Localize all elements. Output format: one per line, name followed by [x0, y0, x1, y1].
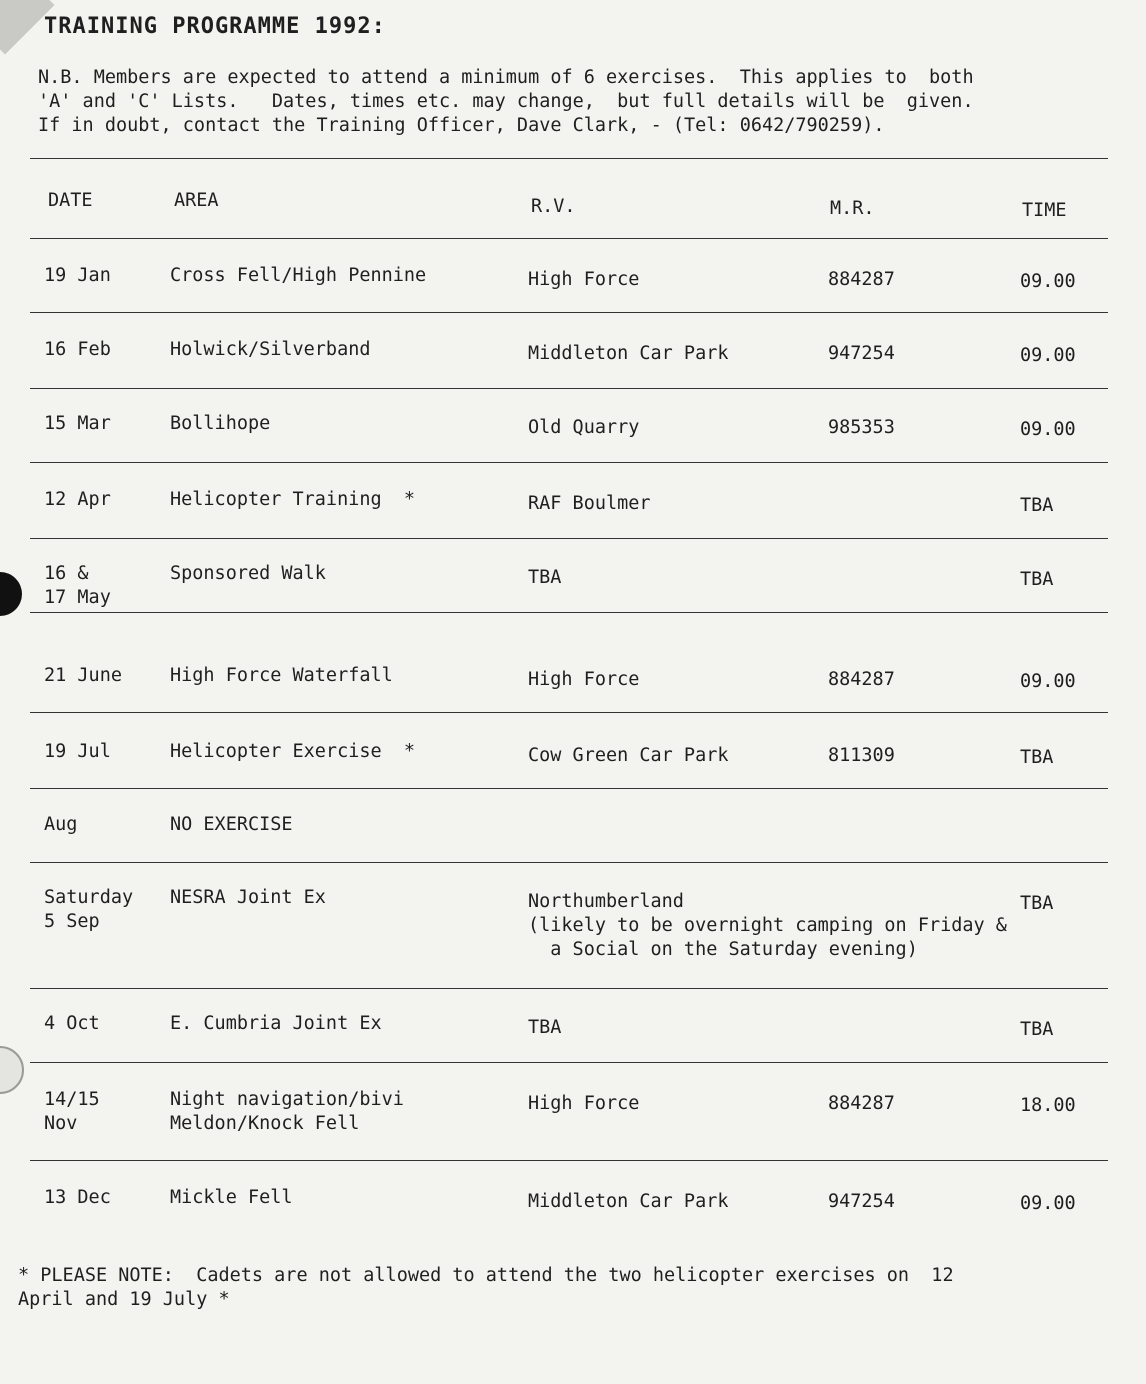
punch-hole-top [0, 572, 22, 616]
cell-rv: High Force [528, 269, 640, 290]
cell-area: Cross Fell/High Pennine [170, 265, 427, 286]
cell-area: Holwick/Silverband [170, 339, 371, 360]
note-line: * PLEASE NOTE: Cadets are not allowed to attend the two helicopter exercises on 12 [18, 1265, 954, 1286]
table-rule [30, 158, 1108, 159]
cell-mr: 947254 [828, 343, 895, 364]
cell-area: Bollihope [170, 413, 271, 434]
cell-area: Helicopter Exercise * [170, 741, 416, 762]
cell-time: 09.00 [1020, 1193, 1076, 1214]
table-rule [30, 238, 1108, 239]
cell-rv: High Force [528, 669, 640, 690]
table-rule [30, 612, 1108, 613]
cell-date: 4 Oct [44, 1013, 100, 1034]
cell-mr: 811309 [828, 745, 895, 766]
note-line: April and 19 July * [18, 1289, 230, 1310]
cell-rv: Middleton Car Park [528, 1191, 729, 1212]
cell-time: 09.00 [1020, 271, 1076, 292]
please-note [18, 1264, 1118, 1312]
cell-time: 09.00 [1020, 345, 1076, 366]
intro-line: 'A' and 'C' Lists. Dates, times etc. may change, but full details will be given. [38, 91, 974, 112]
cell-area: High Force Waterfall [170, 665, 393, 686]
cell-rv: TBA [528, 567, 562, 588]
cell-date: 19 Jan [44, 265, 111, 286]
cell-date: Aug [44, 814, 78, 835]
table-rule [30, 988, 1108, 989]
header-mr: M.R. [830, 198, 875, 219]
intro-paragraph [38, 66, 1118, 138]
cell-time: 09.00 [1020, 419, 1076, 440]
cell-rv: Cow Green Car Park [528, 745, 729, 766]
cell-rv: TBA [528, 1017, 562, 1038]
page-title: TRAINING PROGRAMME 1992: [44, 14, 386, 39]
table-rule [30, 538, 1108, 539]
table-rule [30, 1160, 1108, 1161]
header-area: AREA [174, 190, 219, 211]
table-rule [30, 312, 1108, 313]
cell-date: 21 June [44, 665, 122, 686]
cell-mr: 884287 [828, 1093, 895, 1114]
cell-rv: Middleton Car Park [528, 343, 729, 364]
table-rule [30, 788, 1108, 789]
header-rv: R.V. [531, 196, 576, 217]
cell-date: 12 Apr [44, 489, 111, 510]
table-rule [30, 388, 1108, 389]
cell-area: NO EXERCISE [170, 814, 293, 835]
cell-area: Helicopter Training * [170, 489, 416, 510]
cell-area: Mickle Fell [170, 1187, 293, 1208]
table-rule [30, 462, 1108, 463]
cell-time: TBA [1020, 747, 1054, 768]
cell-date: 15 Mar [44, 413, 111, 434]
cell-area: E. Cumbria Joint Ex [170, 1013, 382, 1034]
intro-line: N.B. Members are expected to attend a minimum of 6 exercises. This applies to both [38, 67, 974, 88]
cell-mr: 884287 [828, 269, 895, 290]
cell-rv: High Force [528, 1093, 640, 1114]
cell-date: Saturday 5 Sep [44, 887, 134, 932]
cell-date: 16 & 17 May [44, 563, 111, 608]
cell-time: TBA [1020, 495, 1054, 516]
cell-time: TBA [1020, 1019, 1054, 1040]
table-rule [30, 712, 1108, 713]
cell-time: 09.00 [1020, 671, 1076, 692]
cell-rv: RAF Boulmer [528, 493, 651, 514]
header-time: TIME [1022, 200, 1067, 221]
cell-time: TBA [1020, 893, 1054, 914]
cell-area: Sponsored Walk [170, 563, 326, 584]
cell-time: 18.00 [1020, 1095, 1076, 1116]
cell-date: 19 Jul [44, 741, 111, 762]
cell-mr: 947254 [828, 1191, 895, 1212]
cell-date: 14/15 Nov [44, 1089, 100, 1134]
cell-rv: Northumberland (likely to be overnight camping on Friday & a Social on the Saturday evening) [528, 891, 1007, 960]
table-rule [30, 1062, 1108, 1063]
cell-date: 16 Feb [44, 339, 111, 360]
table-rule [30, 862, 1108, 863]
cell-date: 13 Dec [44, 1187, 111, 1208]
cell-rv: Old Quarry [528, 417, 640, 438]
cell-area: NESRA Joint Ex [170, 887, 326, 908]
punch-hole-bottom [0, 1046, 24, 1094]
cell-mr: 985353 [828, 417, 895, 438]
intro-line: If in doubt, contact the Training Officer, Dave Clark, - (Tel: 0642/790259). [38, 115, 885, 136]
cell-mr: 884287 [828, 669, 895, 690]
cell-time: TBA [1020, 569, 1054, 590]
header-date: DATE [48, 190, 93, 211]
cell-area: Night navigation/bivi Meldon/Knock Fell [170, 1089, 404, 1134]
